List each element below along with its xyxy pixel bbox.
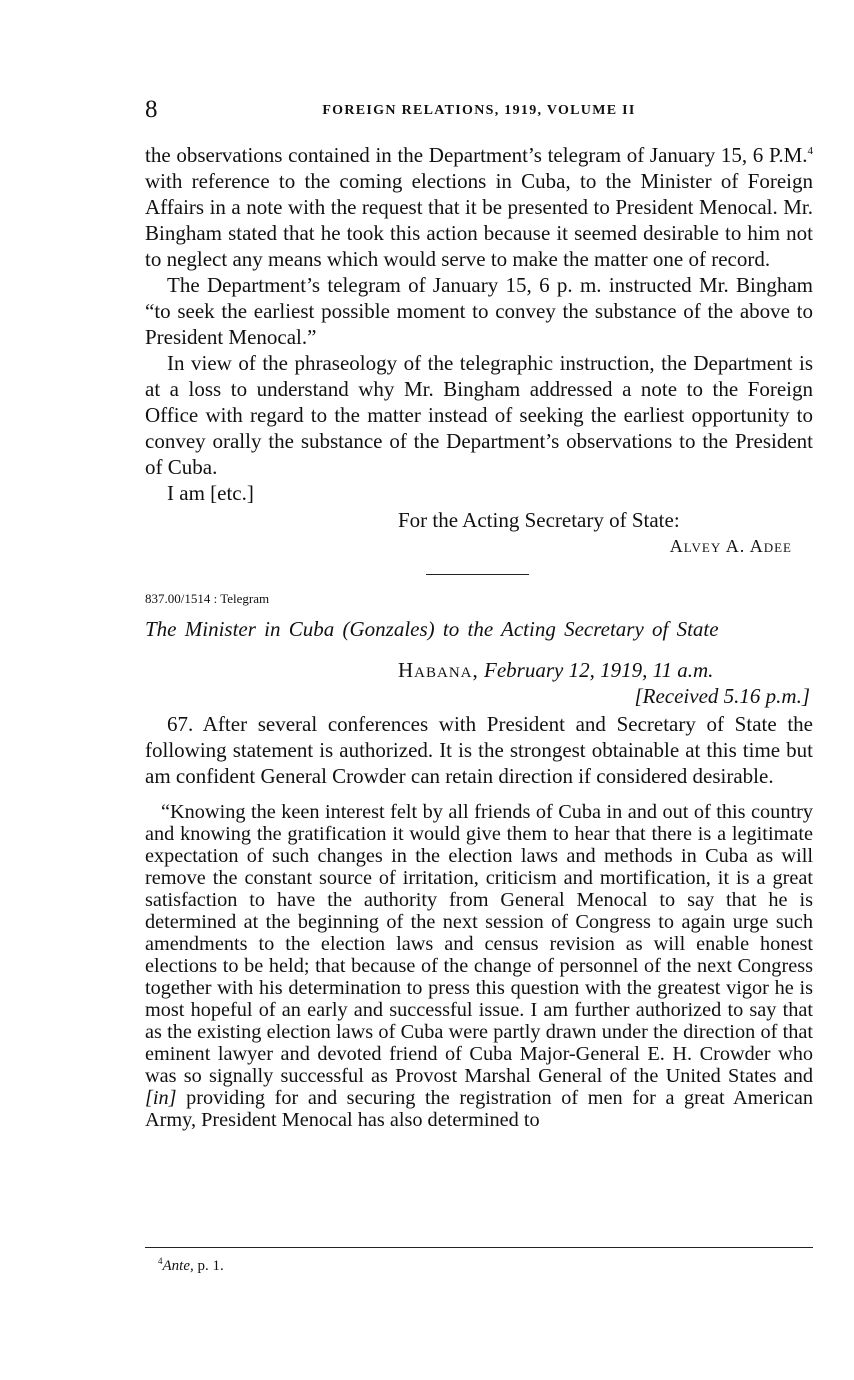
quote-text: “Knowing the keen interest felt by all friends of Cuba in and out of this country and knowing the gratification it would give them to hear that there is a legitimate expectation of such changes in the election laws and methods in Cuba as will remove the constant source of irritation, criticism and mortification, it is a great satisfaction to have the authority from General Menocal to say that he is determined at the beginning of the next session of Congress to again urge such amendments to the election laws and census revision as will enable honest elections to be held; that because of the change of personnel of the next Congress together with his determination to press this question with the greatest vigor he is most hopeful of an early and successful issue. I am further authorized to say that as the existing election laws of Cuba were partly drawn under the direction of that eminent lawyer and devoted friend of Cuba Major-General E. H. Crowder who was so signally successful as Provost Marshal General of the United States and [145,801,813,1087]
page-number: 8 [145,96,158,123]
paragraph-text: with reference to the coming elections in Cuba, to the Minister of Foreign Affairs in a note with the request that it be presented to President Menocal. Mr. Bingham stated that he took this action because it seemed desirable to him not to neglect any means which would serve to make the matter one of record. [145,169,813,271]
paragraph: 67. After several conferences with President and Secretary of State the following statement is authorized. It is the strongest obtainable at this time but am confident General Crowder can retain direction if considered desirable. [145,712,813,788]
paragraph: In view of the phraseology of the telegraphic instruction, the Department is at a loss to understand why Mr. Bingham addressed a note to the Foreign Office with regard to the matter instead of seeking the earliest opportunity to convey orally the substance of the Department’s observations to the President of Cuba. [145,351,813,479]
signature-line: For the Acting Secretary of State: [398,508,680,532]
dateline-date: February 12, 1919, 11 a.m. [484,658,714,682]
footnote-divider [145,1247,813,1248]
paragraph-continuation [145,142,813,272]
footnote-reference: 4 [807,145,813,157]
editorial-insert: [in] [145,1087,177,1109]
quote-text: providing for and securing the registration of men for a great American Army, President Menocal has also determined to [145,1087,813,1131]
dateline [398,657,813,683]
quoted-statement [145,801,813,1131]
received-line: [Received 5.16 p.m.] [634,684,810,708]
section-divider [426,574,529,575]
footnote-ante: Ante, [162,1258,194,1274]
footnote-page: p. 1. [193,1258,224,1274]
file-reference: 837.00/1514 : Telegram [145,591,270,606]
document-title: The Minister in Cuba (Gonzales) to the Acting Secretary of State [145,617,719,641]
page-body [145,142,813,1131]
dateline-place: Habana, [398,658,479,682]
paragraph-text: the observations contained in the Department’s telegram of January 15, 6 P.M. [145,143,808,167]
signature-name: Alvey A. Adee [669,536,792,556]
paragraph: The Department’s telegram of January 15, 6 p. m. instructed Mr. Bingham “to seek the earliest possible moment to convey the substance of the above to President Menocal.” [145,273,813,349]
page-header [145,96,813,130]
footnote-mark: 4 [158,1256,163,1266]
running-title: FOREIGN RELATIONS, 1919, VOLUME II [322,103,636,118]
footnote [158,1258,224,1275]
closing-line: I am [etc.] [167,481,254,505]
